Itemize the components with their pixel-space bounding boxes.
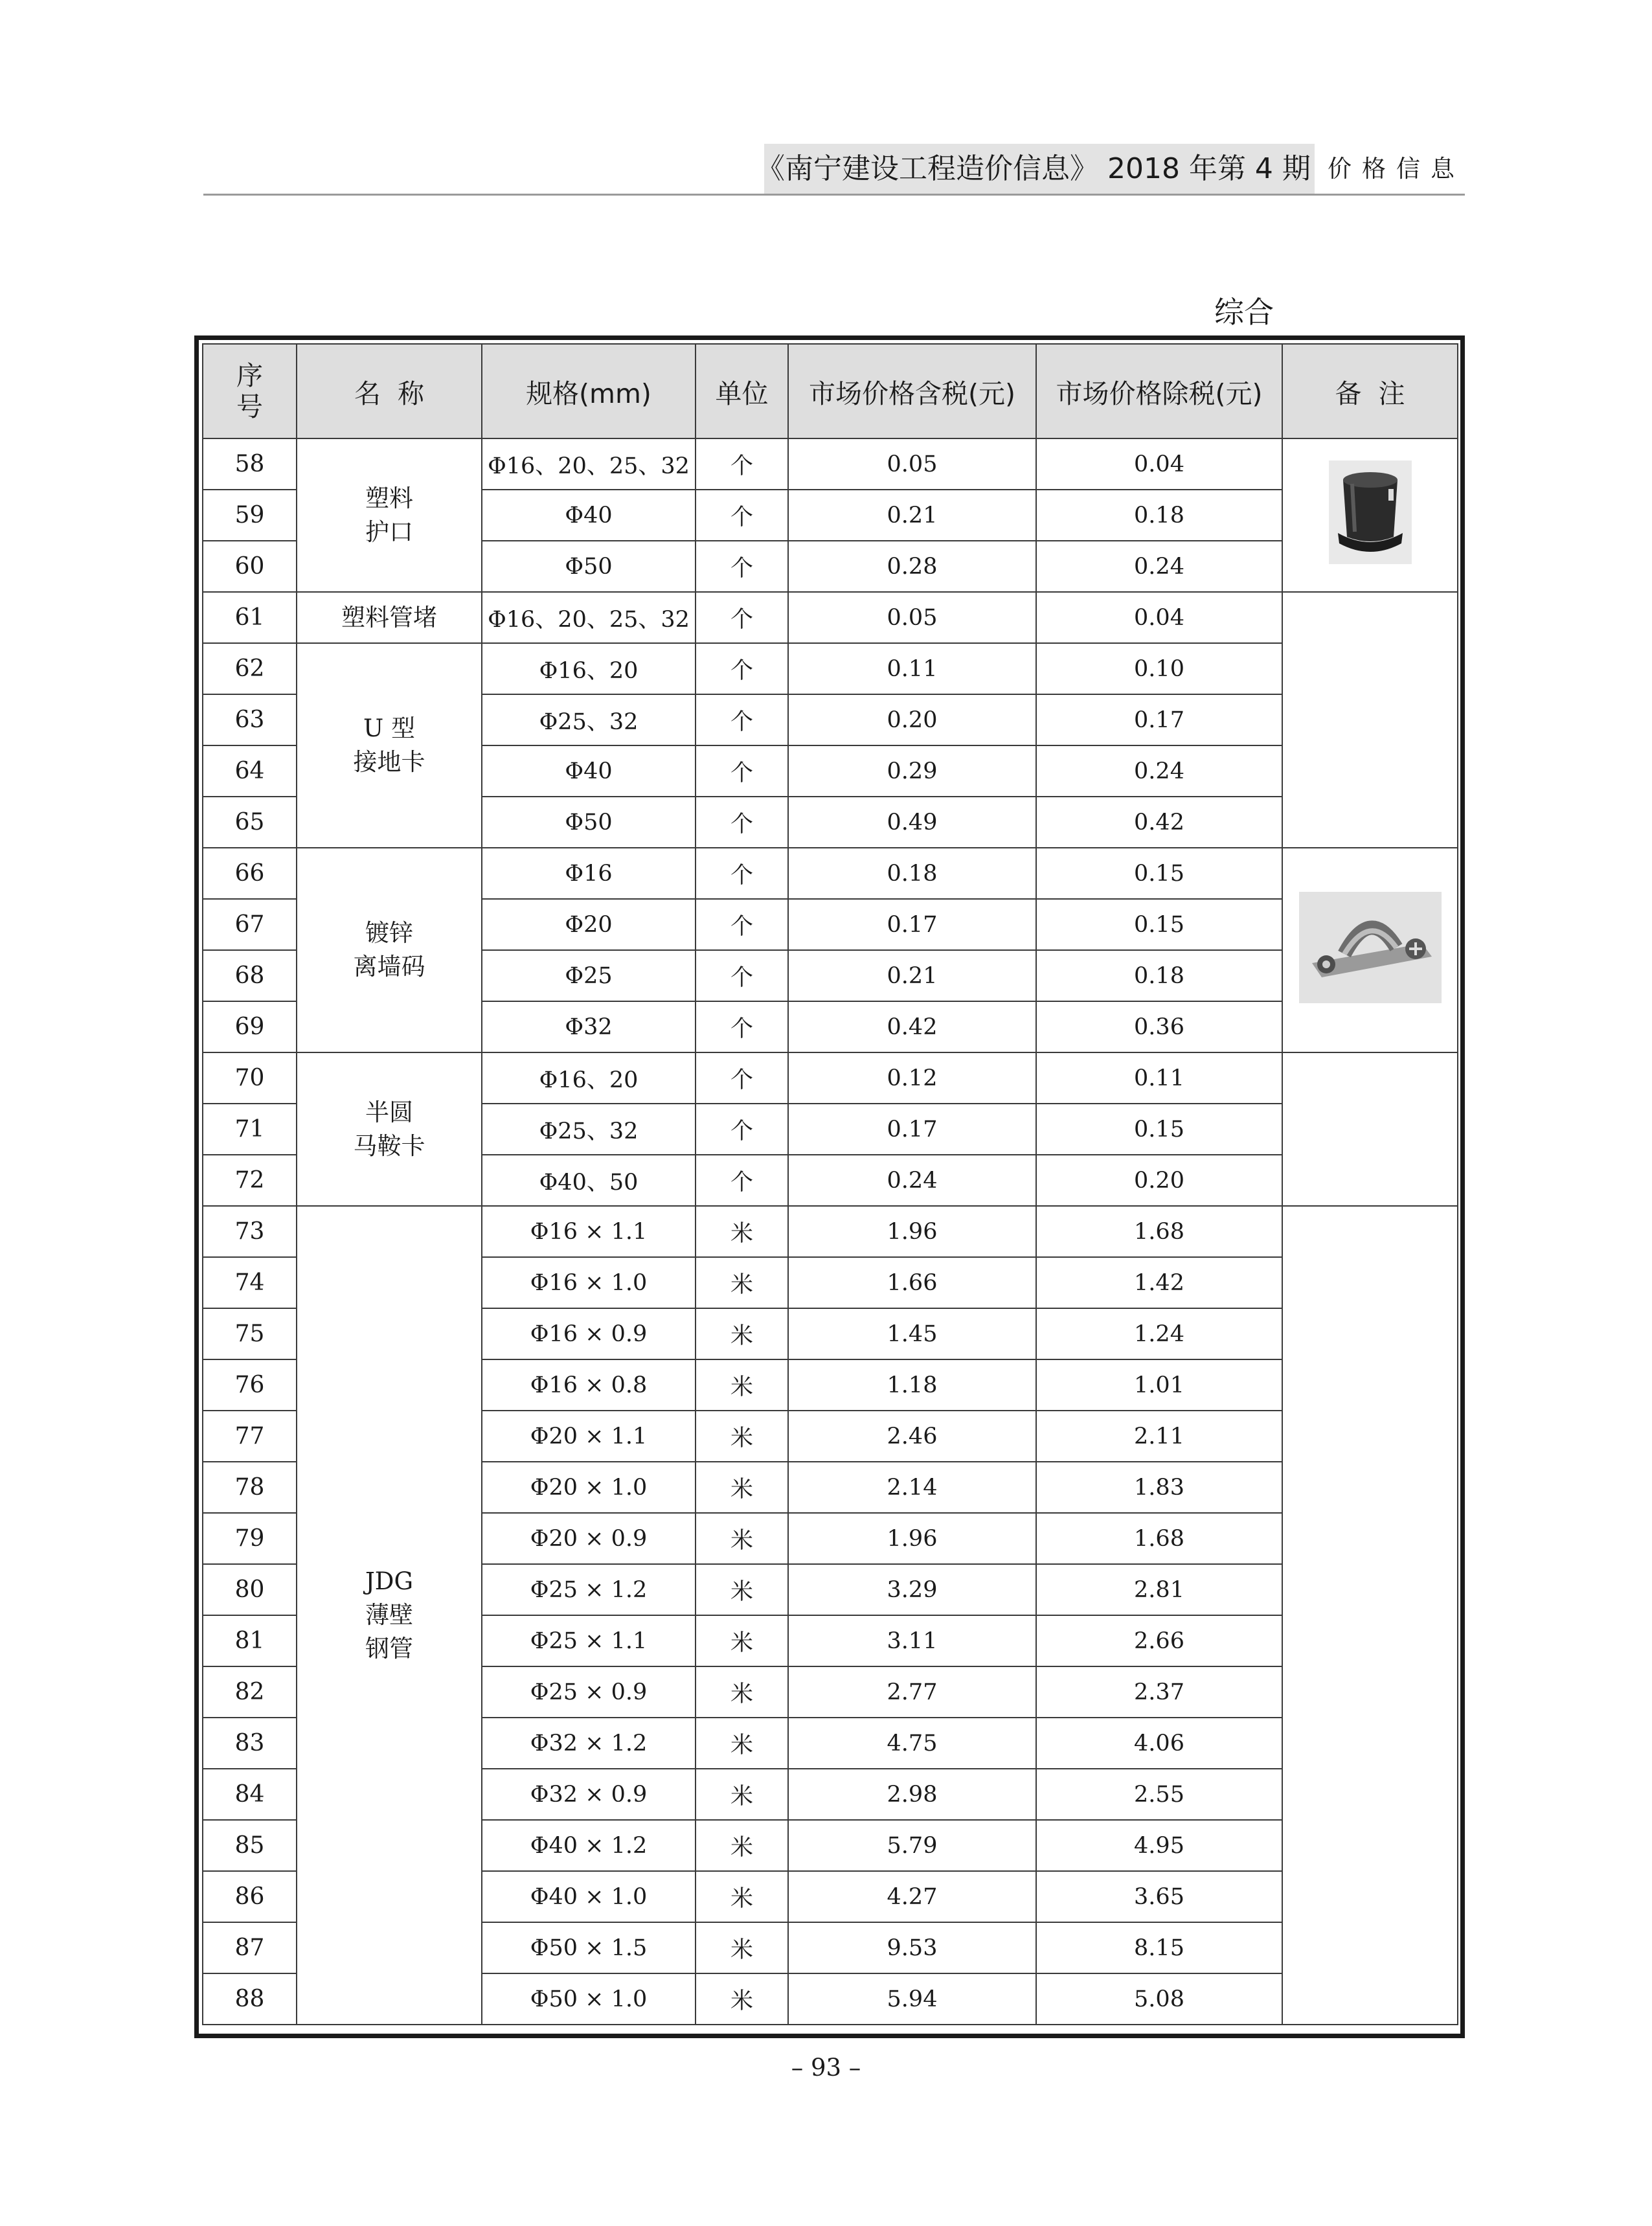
cell-item-name bbox=[297, 1206, 482, 2025]
col-header-name: 名 称 bbox=[297, 344, 482, 438]
cell-unit: 米 bbox=[696, 1206, 788, 1257]
cell-spec: Φ50 × 1.5 bbox=[482, 1922, 696, 1973]
cell-unit: 个 bbox=[696, 1155, 788, 1206]
cell-price-notax: 1.42 bbox=[1036, 1257, 1282, 1308]
cell-spec: Φ16 bbox=[482, 848, 696, 899]
cell-item-name bbox=[297, 438, 482, 592]
cell-spec: Φ40 bbox=[482, 745, 696, 797]
cell-seq: 76 bbox=[203, 1359, 297, 1411]
cell-price-notax: 1.01 bbox=[1036, 1359, 1282, 1411]
cell-seq: 72 bbox=[203, 1155, 297, 1206]
cell-unit: 米 bbox=[696, 1871, 788, 1922]
cell-price-tax: 5.94 bbox=[788, 1973, 1036, 2025]
table-row bbox=[203, 1052, 1458, 1104]
table-row bbox=[203, 438, 1458, 490]
cell-price-notax: 1.68 bbox=[1036, 1513, 1282, 1564]
cell-spec: Φ40 × 1.0 bbox=[482, 1871, 696, 1922]
cell-price-notax: 2.81 bbox=[1036, 1564, 1282, 1615]
table-category: 综合 bbox=[1214, 295, 1274, 330]
cell-price-tax: 0.17 bbox=[788, 899, 1036, 950]
cell-price-tax: 2.98 bbox=[788, 1769, 1036, 1820]
cell-price-notax: 1.24 bbox=[1036, 1308, 1282, 1359]
item-name-line: 半圆 bbox=[365, 1098, 413, 1126]
cell-unit: 米 bbox=[696, 1973, 788, 2025]
cell-price-notax: 1.68 bbox=[1036, 1206, 1282, 1257]
item-name-line: JDG bbox=[365, 1567, 414, 1595]
cell-price-notax: 0.10 bbox=[1036, 643, 1282, 694]
item-name-line: 钢管 bbox=[365, 1635, 413, 1663]
col-header-price-tax: 市场价格含税(元) bbox=[788, 344, 1036, 438]
cell-seq: 88 bbox=[203, 1973, 297, 2025]
cell-price-notax: 0.04 bbox=[1036, 592, 1282, 643]
cell-unit: 个 bbox=[696, 1001, 788, 1052]
cell-price-notax: 2.11 bbox=[1036, 1411, 1282, 1462]
header-rule bbox=[203, 194, 1465, 196]
cell-unit: 个 bbox=[696, 797, 788, 848]
cell-price-tax: 3.29 bbox=[788, 1564, 1036, 1615]
cell-price-tax: 4.27 bbox=[788, 1871, 1036, 1922]
cell-item-name bbox=[297, 1052, 482, 1206]
cell-price-notax: 2.66 bbox=[1036, 1615, 1282, 1666]
item-name-line: 塑料管堵 bbox=[341, 603, 437, 631]
cell-spec: Φ16 × 0.9 bbox=[482, 1308, 696, 1359]
table-header-row bbox=[203, 344, 1458, 438]
cell-price-notax: 0.17 bbox=[1036, 694, 1282, 745]
col-header-seq: 序 号 bbox=[203, 344, 297, 438]
cell-price-notax: 4.95 bbox=[1036, 1820, 1282, 1871]
cell-price-notax: 0.15 bbox=[1036, 1104, 1282, 1155]
col-header-spec: 规格(mm) bbox=[482, 344, 696, 438]
cell-seq: 67 bbox=[203, 899, 297, 950]
cell-spec: Φ25、32 bbox=[482, 1104, 696, 1155]
cell-price-notax: 3.65 bbox=[1036, 1871, 1282, 1922]
table-row bbox=[203, 643, 1458, 694]
cell-seq: 58 bbox=[203, 438, 297, 490]
cell-price-notax: 0.15 bbox=[1036, 899, 1282, 950]
cell-price-tax: 3.11 bbox=[788, 1615, 1036, 1666]
cell-price-notax: 0.20 bbox=[1036, 1155, 1282, 1206]
cell-unit: 个 bbox=[696, 643, 788, 694]
cell-unit: 个 bbox=[696, 541, 788, 592]
cell-seq: 82 bbox=[203, 1666, 297, 1718]
table-row bbox=[203, 848, 1458, 899]
publication-title: 《南宁建设工程造价信息》 2018 年第 4 期 bbox=[756, 152, 1311, 185]
item-name-line: 马鞍卡 bbox=[353, 1131, 425, 1160]
cell-spec: Φ50 bbox=[482, 541, 696, 592]
cell-price-tax: 0.20 bbox=[788, 694, 1036, 745]
cell-price-tax: 1.96 bbox=[788, 1513, 1036, 1564]
cell-seq: 70 bbox=[203, 1052, 297, 1104]
cell-unit: 米 bbox=[696, 1718, 788, 1769]
cell-item-name bbox=[297, 848, 482, 1052]
section-label: 价格信息 bbox=[1328, 155, 1465, 183]
cell-price-tax: 0.21 bbox=[788, 950, 1036, 1001]
cell-spec: Φ25 × 1.1 bbox=[482, 1615, 696, 1666]
cell-spec: Φ16 × 1.1 bbox=[482, 1206, 696, 1257]
cell-seq: 73 bbox=[203, 1206, 297, 1257]
cell-unit: 个 bbox=[696, 899, 788, 950]
cell-spec: Φ32 bbox=[482, 1001, 696, 1052]
cell-seq: 85 bbox=[203, 1820, 297, 1871]
item-name-line: 离墙码 bbox=[353, 953, 425, 981]
cell-price-tax: 0.28 bbox=[788, 541, 1036, 592]
cell-seq: 84 bbox=[203, 1769, 297, 1820]
cell-unit: 米 bbox=[696, 1308, 788, 1359]
cell-spec: Φ16、20 bbox=[482, 1052, 696, 1104]
cell-price-notax: 0.04 bbox=[1036, 438, 1282, 490]
cell-spec: Φ20 bbox=[482, 899, 696, 950]
cell-unit: 米 bbox=[696, 1462, 788, 1513]
cell-price-notax: 0.18 bbox=[1036, 950, 1282, 1001]
cell-seq: 77 bbox=[203, 1411, 297, 1462]
cell-remark bbox=[1282, 438, 1458, 592]
cell-unit: 个 bbox=[696, 848, 788, 899]
cell-price-tax: 1.45 bbox=[788, 1308, 1036, 1359]
cell-seq: 65 bbox=[203, 797, 297, 848]
col-header-remark: 备 注 bbox=[1282, 344, 1458, 438]
cell-unit: 个 bbox=[696, 592, 788, 643]
cell-spec: Φ16、20、25、32 bbox=[482, 438, 696, 490]
item-name-line: 护口 bbox=[365, 517, 413, 546]
cell-seq: 79 bbox=[203, 1513, 297, 1564]
cell-price-tax: 0.21 bbox=[788, 490, 1036, 541]
cell-unit: 米 bbox=[696, 1564, 788, 1615]
cell-unit: 个 bbox=[696, 950, 788, 1001]
cell-price-tax: 1.18 bbox=[788, 1359, 1036, 1411]
cell-price-notax: 0.42 bbox=[1036, 797, 1282, 848]
item-name-line: 镀锌 bbox=[365, 919, 413, 947]
cell-seq: 86 bbox=[203, 1871, 297, 1922]
cell-seq: 87 bbox=[203, 1922, 297, 1973]
item-name-line: 薄壁 bbox=[365, 1601, 413, 1629]
cell-price-tax: 0.05 bbox=[788, 438, 1036, 490]
item-name-line: 塑料 bbox=[365, 484, 413, 512]
cell-unit: 米 bbox=[696, 1257, 788, 1308]
cell-price-tax: 0.12 bbox=[788, 1052, 1036, 1104]
cell-price-notax: 4.06 bbox=[1036, 1718, 1282, 1769]
cell-spec: Φ20 × 1.1 bbox=[482, 1411, 696, 1462]
cell-unit: 个 bbox=[696, 694, 788, 745]
cell-unit: 个 bbox=[696, 745, 788, 797]
cell-unit: 个 bbox=[696, 438, 788, 490]
cell-price-tax: 2.77 bbox=[788, 1666, 1036, 1718]
cell-price-tax: 0.11 bbox=[788, 643, 1036, 694]
price-table bbox=[202, 343, 1458, 2025]
cell-spec: Φ25 × 1.2 bbox=[482, 1564, 696, 1615]
cell-price-tax: 1.96 bbox=[788, 1206, 1036, 1257]
cell-price-tax: 0.42 bbox=[788, 1001, 1036, 1052]
cell-remark bbox=[1282, 1206, 1458, 2025]
cell-spec: Φ32 × 0.9 bbox=[482, 1769, 696, 1820]
cell-price-notax: 0.36 bbox=[1036, 1001, 1282, 1052]
cell-price-notax: 2.55 bbox=[1036, 1769, 1282, 1820]
cell-unit: 米 bbox=[696, 1922, 788, 1973]
cell-price-tax: 9.53 bbox=[788, 1922, 1036, 1973]
cell-unit: 个 bbox=[696, 1104, 788, 1155]
cell-seq: 75 bbox=[203, 1308, 297, 1359]
cell-seq: 66 bbox=[203, 848, 297, 899]
cell-seq: 81 bbox=[203, 1615, 297, 1666]
cell-price-notax: 2.37 bbox=[1036, 1666, 1282, 1718]
cell-price-tax: 0.05 bbox=[788, 592, 1036, 643]
cell-spec: Φ50 × 1.0 bbox=[482, 1973, 696, 2025]
cell-seq: 63 bbox=[203, 694, 297, 745]
cell-remark bbox=[1282, 848, 1458, 1052]
cell-seq: 83 bbox=[203, 1718, 297, 1769]
cell-spec: Φ16 × 1.0 bbox=[482, 1257, 696, 1308]
cell-price-tax: 1.66 bbox=[788, 1257, 1036, 1308]
cell-seq: 78 bbox=[203, 1462, 297, 1513]
cell-spec: Φ40 × 1.2 bbox=[482, 1820, 696, 1871]
item-name-line: 接地卡 bbox=[353, 748, 425, 776]
cell-price-notax: 8.15 bbox=[1036, 1922, 1282, 1973]
cell-price-notax: 0.24 bbox=[1036, 745, 1282, 797]
cell-spec: Φ20 × 0.9 bbox=[482, 1513, 696, 1564]
cell-spec: Φ32 × 1.2 bbox=[482, 1718, 696, 1769]
cell-spec: Φ20 × 1.0 bbox=[482, 1462, 696, 1513]
cell-price-notax: 1.83 bbox=[1036, 1462, 1282, 1513]
item-name-line: U 型 bbox=[363, 714, 415, 742]
cell-price-tax: 0.24 bbox=[788, 1155, 1036, 1206]
page-number: – 93 – bbox=[791, 2054, 861, 2082]
cell-spec: Φ25 × 0.9 bbox=[482, 1666, 696, 1718]
table-row bbox=[203, 592, 1458, 643]
cell-seq: 69 bbox=[203, 1001, 297, 1052]
cell-seq: 64 bbox=[203, 745, 297, 797]
cell-seq: 68 bbox=[203, 950, 297, 1001]
cell-seq: 62 bbox=[203, 643, 297, 694]
cell-remark bbox=[1282, 1052, 1458, 1206]
cell-spec: Φ40、50 bbox=[482, 1155, 696, 1206]
cell-seq: 80 bbox=[203, 1564, 297, 1615]
cell-spec: Φ25 bbox=[482, 950, 696, 1001]
cell-spec: Φ25、32 bbox=[482, 694, 696, 745]
cell-seq: 71 bbox=[203, 1104, 297, 1155]
col-header-price-notax: 市场价格除税(元) bbox=[1036, 344, 1282, 438]
spacer-clip-photo bbox=[1299, 892, 1442, 1003]
cell-item-name bbox=[297, 592, 482, 643]
cell-spec: Φ16、20 bbox=[482, 643, 696, 694]
cell-seq: 60 bbox=[203, 541, 297, 592]
cell-price-notax: 5.08 bbox=[1036, 1973, 1282, 2025]
cell-unit: 个 bbox=[696, 1052, 788, 1104]
cell-price-tax: 4.75 bbox=[788, 1718, 1036, 1769]
cell-price-notax: 0.15 bbox=[1036, 848, 1282, 899]
cell-spec: Φ16、20、25、32 bbox=[482, 592, 696, 643]
cell-price-notax: 0.18 bbox=[1036, 490, 1282, 541]
cell-price-tax: 0.18 bbox=[788, 848, 1036, 899]
cell-seq: 74 bbox=[203, 1257, 297, 1308]
cell-unit: 米 bbox=[696, 1411, 788, 1462]
cell-unit: 米 bbox=[696, 1359, 788, 1411]
plastic-bushing-photo bbox=[1329, 460, 1412, 564]
cell-spec: Φ16 × 0.8 bbox=[482, 1359, 696, 1411]
cell-seq: 61 bbox=[203, 592, 297, 643]
cell-unit: 米 bbox=[696, 1666, 788, 1718]
cell-price-tax: 0.29 bbox=[788, 745, 1036, 797]
cell-price-tax: 0.49 bbox=[788, 797, 1036, 848]
table-row bbox=[203, 1206, 1458, 1257]
cell-price-notax: 0.11 bbox=[1036, 1052, 1282, 1104]
cell-unit: 米 bbox=[696, 1769, 788, 1820]
cell-unit: 个 bbox=[696, 490, 788, 541]
cell-remark bbox=[1282, 592, 1458, 848]
cell-unit: 米 bbox=[696, 1820, 788, 1871]
cell-price-notax: 0.24 bbox=[1036, 541, 1282, 592]
cell-unit: 米 bbox=[696, 1615, 788, 1666]
cell-price-tax: 5.79 bbox=[788, 1820, 1036, 1871]
cell-item-name bbox=[297, 643, 482, 848]
cell-unit: 米 bbox=[696, 1513, 788, 1564]
cell-spec: Φ40 bbox=[482, 490, 696, 541]
cell-price-tax: 2.14 bbox=[788, 1462, 1036, 1513]
col-header-unit: 单位 bbox=[696, 344, 788, 438]
cell-seq: 59 bbox=[203, 490, 297, 541]
cell-price-tax: 0.17 bbox=[788, 1104, 1036, 1155]
cell-price-tax: 2.46 bbox=[788, 1411, 1036, 1462]
cell-spec: Φ50 bbox=[482, 797, 696, 848]
